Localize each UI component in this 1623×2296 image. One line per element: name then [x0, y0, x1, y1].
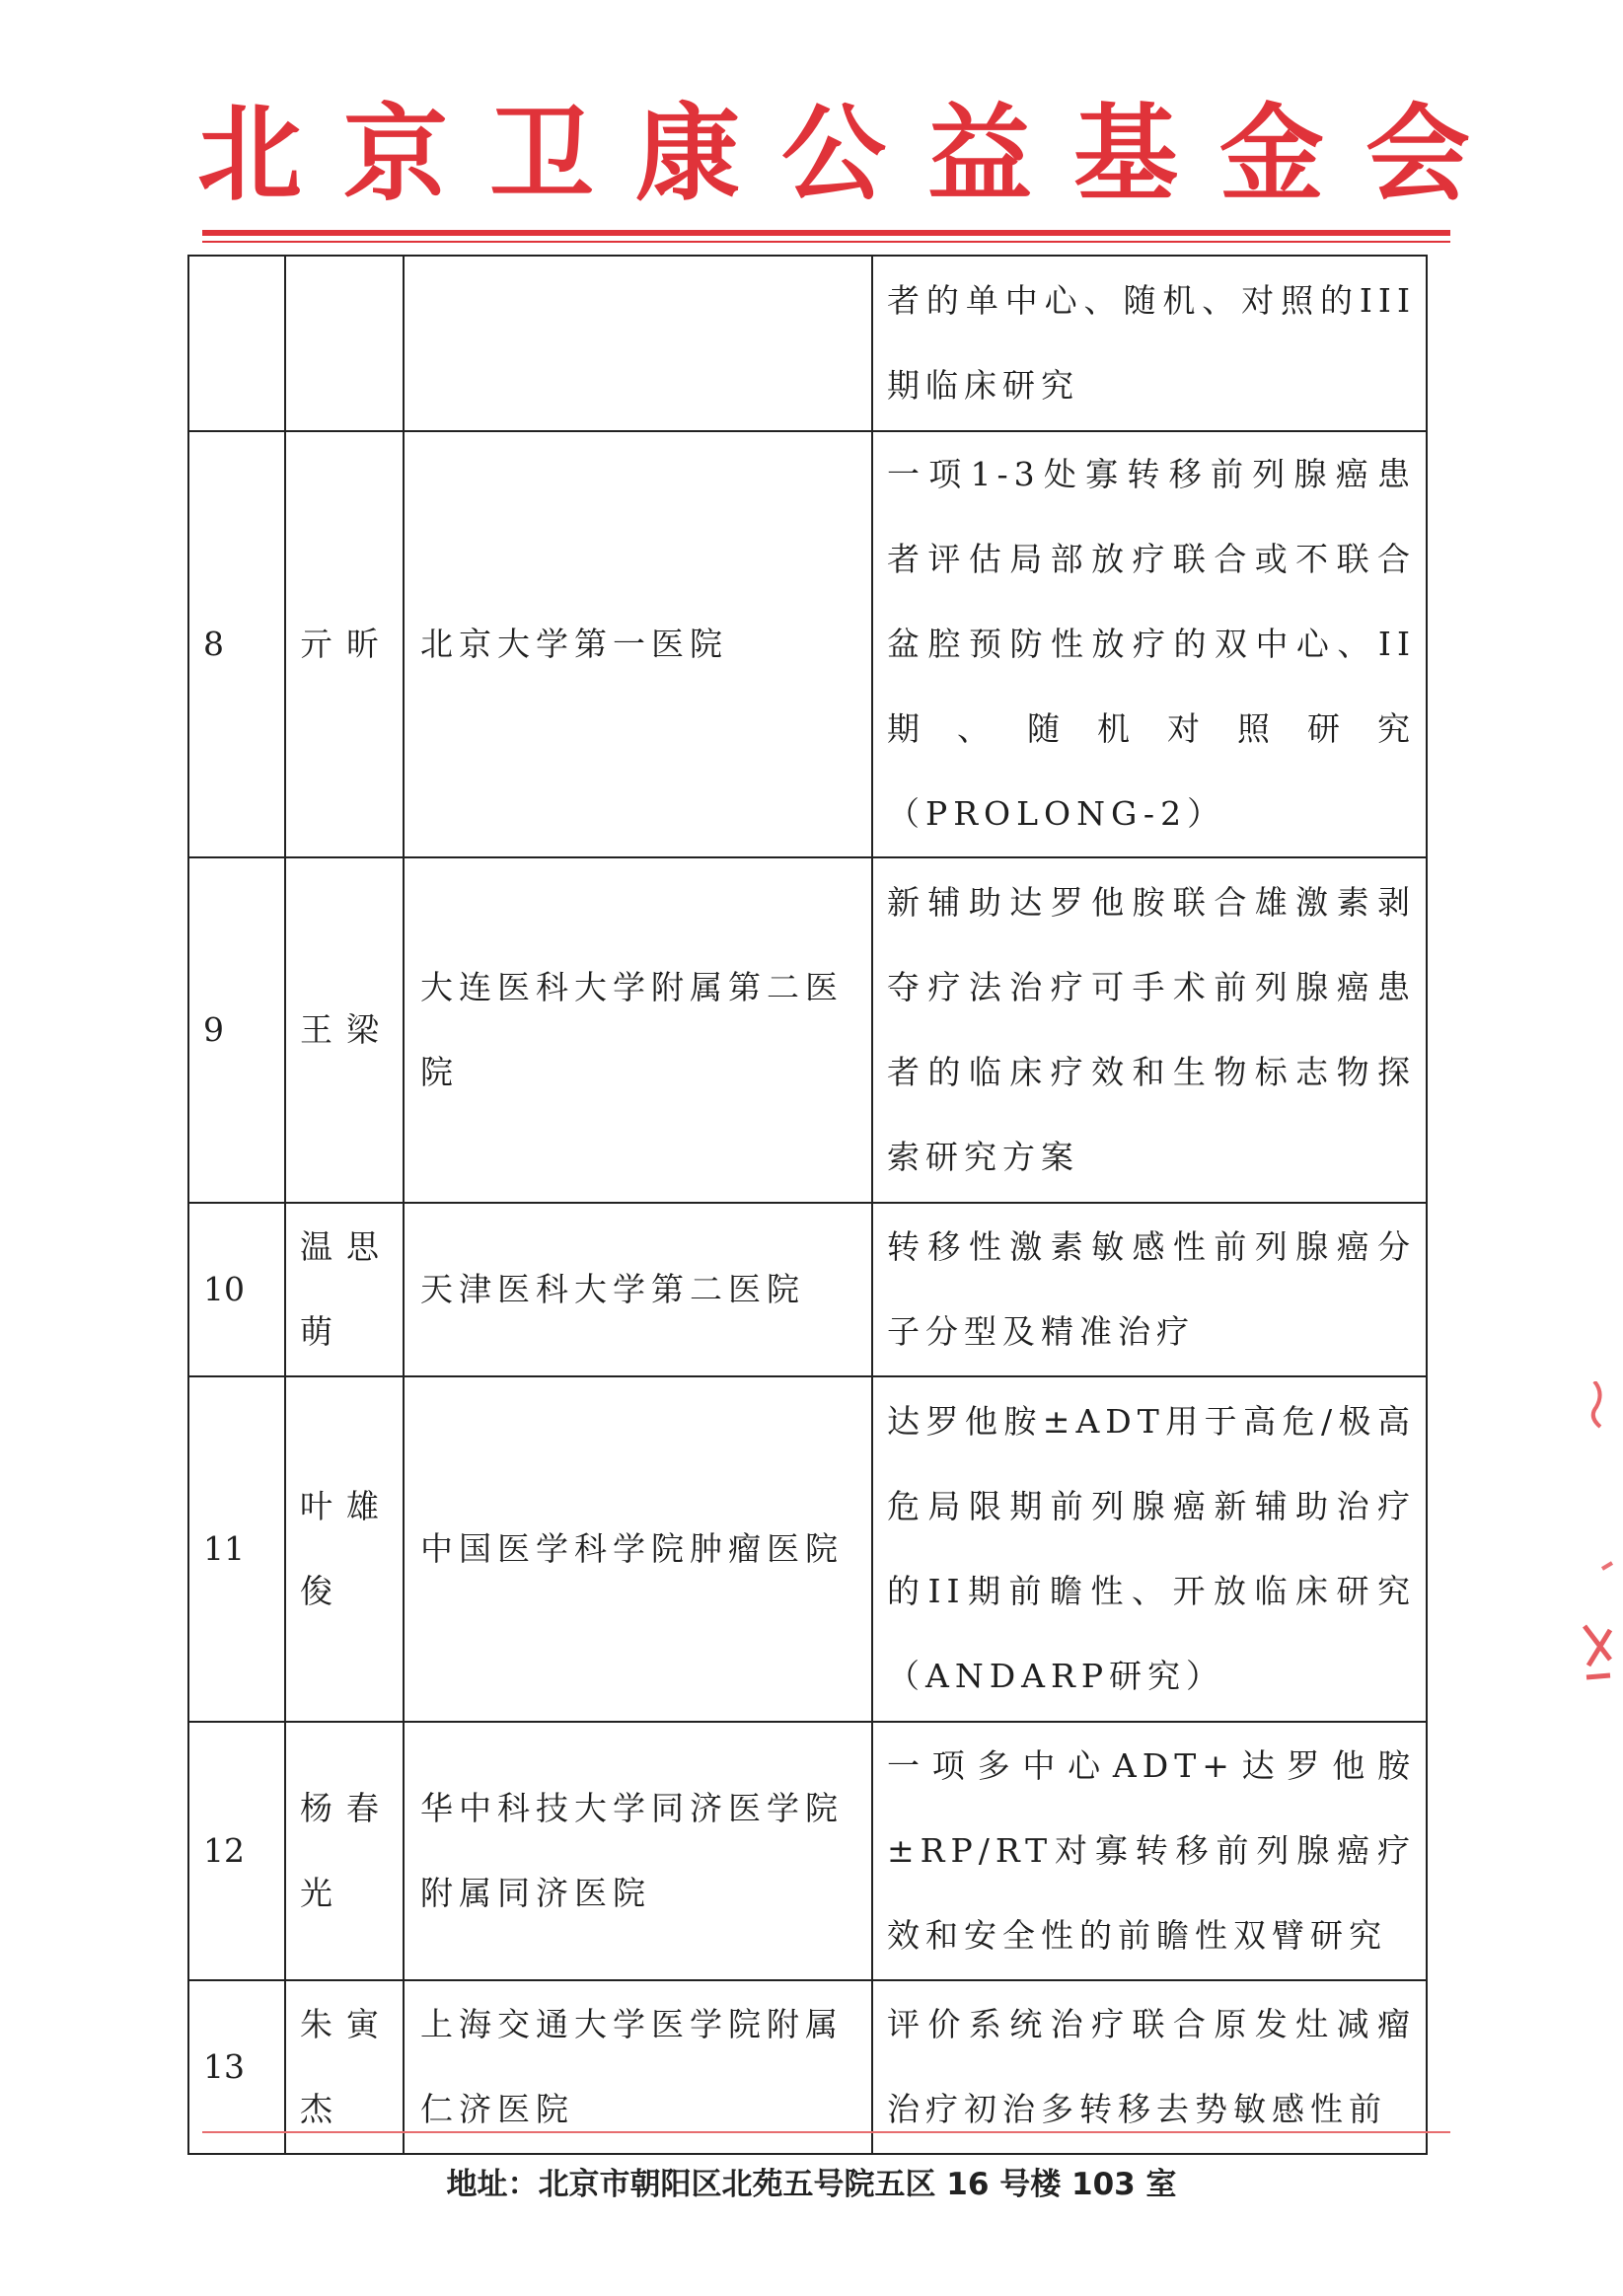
institution-name: 上海交通大学医学院附属仁济医院 — [404, 1980, 872, 2154]
applicant-name: 叶雄俊 — [285, 1376, 404, 1722]
institution-name: 天津医科大学第二医院 — [404, 1203, 872, 1376]
project-title: 者的单中心、随机、对照的III期临床研究 — [872, 256, 1427, 431]
red-seal-fragment-icon — [1577, 1381, 1616, 1717]
project-title: 评价系统治疗联合原发灶减瘤治疗初治多转移去势敏感性前 — [872, 1980, 1427, 2154]
applicant-name — [285, 256, 404, 431]
applicant-name: 温思萌 — [285, 1203, 404, 1376]
institution-name: 中国医学科学院肿瘤医院 — [404, 1376, 872, 1722]
letterhead-char: 金 — [1219, 94, 1324, 215]
letterhead-char: 益 — [927, 94, 1032, 215]
letterhead-divider-thin — [202, 241, 1450, 243]
letterhead-divider-thick — [202, 230, 1450, 236]
institution-name: 华中科技大学同济医学院附属同济医院 — [404, 1722, 872, 1980]
letterhead-char: 北 — [197, 94, 302, 215]
applicant-name: 王梁 — [285, 857, 404, 1203]
row-number — [188, 256, 285, 431]
table-row — [188, 1376, 1427, 1722]
row-number: 8 — [188, 431, 285, 857]
letterhead-char: 基 — [1073, 94, 1178, 215]
institution-name: 大连医科大学附属第二医院 — [404, 857, 872, 1203]
footer-address: 地址：北京市朝阳区北苑五号院五区 16 号楼 103 室 — [446, 2167, 1177, 2202]
project-table — [187, 255, 1428, 2155]
table-row — [188, 256, 1427, 431]
applicant-name: 朱寅杰 — [285, 1980, 404, 2154]
letterhead-char: 京 — [343, 94, 448, 215]
letterhead-char: 卫 — [489, 94, 594, 215]
table-row — [188, 857, 1427, 1203]
letterhead-char: 康 — [635, 94, 740, 215]
letterhead-char: 会 — [1365, 94, 1470, 215]
letterhead-char: 公 — [781, 94, 886, 215]
project-title: 一项多中心ADT+达罗他胺±RP/RT对寡转移前列腺癌疗效和安全性的前瞻性双臂研究 — [872, 1722, 1427, 1980]
row-number: 10 — [188, 1203, 285, 1376]
letterhead-org-name — [197, 91, 1470, 219]
row-number: 13 — [188, 1980, 285, 2154]
row-number: 9 — [188, 857, 285, 1203]
applicant-name: 杨春光 — [285, 1722, 404, 1980]
table-row — [188, 1203, 1427, 1376]
project-title: 一项1-3处寡转移前列腺癌患者评估局部放疗联合或不联合盆腔预防性放疗的双中心、II期、随机对照研究（PROLONG-2） — [872, 431, 1427, 857]
footer-divider — [202, 2131, 1450, 2133]
row-number: 12 — [188, 1722, 285, 1980]
project-title: 转移性激素敏感性前列腺癌分子分型及精准治疗 — [872, 1203, 1427, 1376]
row-number: 11 — [188, 1376, 285, 1722]
project-title: 新辅助达罗他胺联合雄激素剥夺疗法治疗可手术前列腺癌患者的临床疗效和生物标志物探索研究方案 — [872, 857, 1427, 1203]
institution-name — [404, 256, 872, 431]
table-row — [188, 431, 1427, 857]
table-row — [188, 1980, 1427, 2154]
table-row — [188, 1722, 1427, 1980]
project-title: 达罗他胺±ADT用于高危/极高危局限期前列腺癌新辅助治疗的II期前瞻性、开放临床研究（ANDARP研究） — [872, 1376, 1427, 1722]
applicant-name: 亓昕 — [285, 431, 404, 857]
institution-name: 北京大学第一医院 — [404, 431, 872, 857]
